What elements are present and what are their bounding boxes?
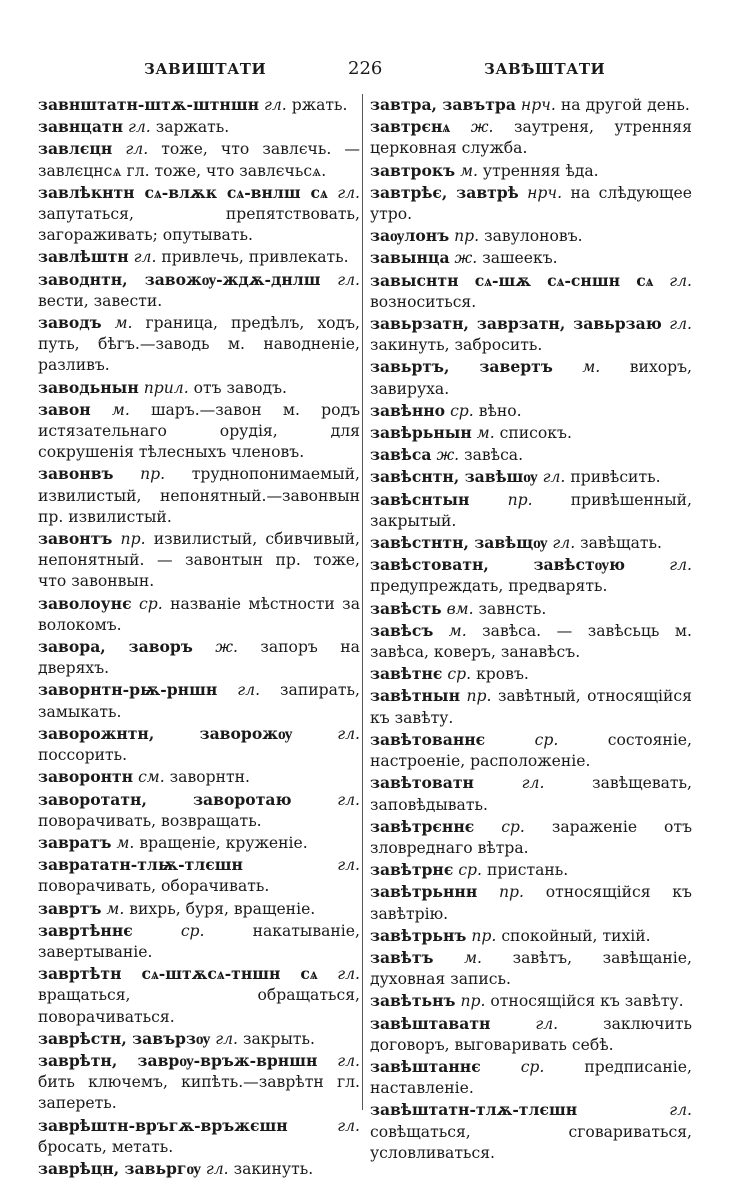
entry-headword: завѣтнын — [370, 686, 460, 706]
entry-headword: завѣсъ — [370, 620, 434, 640]
entry-headword: заволоунє — [38, 593, 132, 613]
entry-grammar-label: гл. — [535, 1014, 559, 1033]
entry-definition: состояніе, настроеніе, расположеніе. — [370, 730, 692, 771]
dictionary-entry — [370, 466, 692, 488]
entry-definition: поссорить. — [38, 746, 128, 765]
dictionary-entry — [370, 663, 692, 685]
entry-headword: завтрѣє, завтрѣ — [370, 182, 519, 202]
dictionary-entry — [38, 854, 360, 897]
dictionary-entry — [370, 247, 692, 269]
entry-definition: вихрь, буря, вращеніе. — [129, 899, 316, 918]
entry-grammar-label: нрч. — [520, 96, 556, 114]
entry-definition: запирать, замыкать. — [38, 681, 360, 721]
entry-grammar-label: гл. — [337, 724, 360, 743]
entry-headword: завѣснтын — [370, 489, 470, 509]
dictionary-entry — [370, 1013, 692, 1056]
entry-grammar-label: гл. — [264, 96, 287, 114]
entry-headword: завнштатн-штѫ-штншн — [38, 95, 260, 114]
entry-headword: завонтъ — [38, 529, 113, 549]
entry-definition: запутаться, препятствовать, загораживать; опутывать. — [38, 205, 360, 245]
entry-definition: вращеніе, круженіе. — [139, 833, 308, 852]
entry-definition: шаръ.—завон м. родъ истязательнаго орудія, для сокрушенія тѣлесныхъ членовъ. — [38, 400, 360, 462]
entry-grammar-label: гл. — [669, 315, 692, 334]
dictionary-entry — [370, 925, 692, 947]
entry-definition: труднопонимаемый, извилистый, непонятный.—завонвын пр. извилистый. — [38, 465, 360, 526]
entry-grammar-label: гл. — [669, 271, 692, 290]
dictionary-entry — [38, 766, 360, 788]
dictionary-entry — [370, 225, 692, 247]
entry-headword: завртъ — [38, 898, 102, 918]
entry-definition: завѣса. — [464, 446, 524, 465]
entry-grammar-label: ж. — [215, 638, 238, 657]
entry-grammar-label: м. — [114, 314, 133, 333]
entry-grammar-label: м. — [111, 400, 130, 419]
page-header — [36, 58, 708, 82]
entry-definition: заржать. — [155, 118, 230, 137]
entry-definition: заворнтн. — [169, 768, 250, 787]
dictionary-entry — [370, 422, 692, 444]
entry-grammar-label: гл. — [337, 1051, 360, 1070]
dictionary-entry — [38, 528, 360, 593]
entry-grammar-label: см. — [138, 768, 165, 787]
entry-definition: завѣщевать, заповѣдывать. — [370, 774, 692, 814]
dictionary-entry — [370, 881, 692, 924]
entry-headword: завѣснтн, завѣшѹ — [370, 467, 538, 487]
entry-headword: завртѣннє — [38, 920, 133, 940]
dictionary-entry — [38, 1050, 360, 1115]
entry-headword: заворотатн, заворотаю — [38, 789, 292, 809]
entry-definition: названіе мѣстности за волокомъ. — [38, 594, 360, 634]
entry-grammar-label: ж. — [436, 446, 460, 465]
dictionary-entry — [370, 313, 692, 356]
entry-definition: утренняя ѣда. — [482, 161, 599, 180]
entry-grammar-label: м. — [464, 948, 482, 967]
entry-definition: граница, предѣлъ, ходъ, путь, бѣгъ.—заводь м. наводненіе, разливъ. — [38, 314, 360, 375]
entry-grammar-label: пр. — [471, 926, 497, 945]
entry-headword: завѣтьнъ — [370, 991, 456, 1011]
dictionary-entry — [370, 554, 692, 597]
dictionary-entry — [370, 270, 692, 313]
entry-grammar-label: гл. — [215, 1029, 238, 1048]
entry-grammar-label: ср. — [520, 1057, 545, 1076]
entry-headword: завыснтн сѧ-шѫ сѧ-сншн сѧ — [370, 270, 654, 290]
entry-grammar-label: ср. — [501, 817, 525, 836]
entry-definition: ржать. — [291, 96, 348, 114]
entry-grammar-label: гл. — [127, 118, 151, 137]
entry-headword: завѣтрьннн — [370, 882, 478, 902]
entry-definition: на слѣдующее утро. — [370, 183, 692, 224]
page-number: 226 — [348, 58, 383, 79]
entry-grammar-label: ср. — [534, 730, 559, 749]
entry-definition: бросать, метать. — [38, 1137, 174, 1156]
entry-grammar-label: ср. — [138, 594, 163, 613]
entry-definition: завѣса. — завѣсьць м. завѣса, коверъ, занавѣсъ. — [370, 621, 692, 662]
entry-grammar-label: пр. — [507, 490, 533, 509]
entry-headword: завѣстнтн, завѣщѹ — [370, 533, 548, 553]
entry-definition: поворачивать, возвращать. — [38, 811, 262, 830]
entry-grammar-label: ср. — [447, 665, 472, 684]
entry-definition: предупреждать, предварять. — [370, 577, 608, 596]
entry-definition: спокойный, тихій. — [501, 926, 651, 945]
dictionary-entry — [38, 399, 360, 464]
entry-definition: возноситься. — [370, 292, 477, 311]
entry-definition: списокъ. — [499, 424, 572, 443]
entry-grammar-label: пр. — [460, 992, 486, 1011]
dictionary-entry — [370, 532, 692, 554]
dictionary-entry — [370, 729, 692, 772]
entry-definition: отъ заводъ. — [193, 378, 287, 397]
dictionary-entry — [38, 312, 360, 377]
entry-headword: заврѣштн-връгѫ-връжєшн — [38, 1115, 288, 1135]
dictionary-entry — [370, 182, 692, 225]
entry-definition: запоръ на дверяхъ. — [38, 638, 360, 678]
entry-grammar-label: м. — [582, 358, 601, 377]
dictionary-entry — [370, 620, 692, 663]
entry-grammar-label: пр. — [140, 465, 166, 484]
dictionary-entry — [38, 182, 360, 247]
entry-grammar-label: пр. — [499, 883, 524, 902]
entry-grammar-label: м. — [460, 161, 478, 180]
entry-grammar-label: гл. — [669, 1101, 692, 1120]
entry-headword: завртѣтн сѧ-штѫсѧ-тншн сѧ — [38, 964, 318, 984]
entry-definition: зашеекъ. — [482, 249, 558, 268]
dictionary-entry — [370, 859, 692, 881]
entry-grammar-label: прил. — [143, 378, 189, 397]
entry-grammar-label: гл. — [237, 681, 261, 700]
entry-headword: завратъ — [38, 832, 112, 852]
entry-grammar-label: пр. — [466, 687, 492, 706]
dictionary-entry — [38, 789, 360, 832]
entry-headword: завѣтоватн — [370, 773, 474, 793]
dictionary-entry — [370, 1099, 692, 1164]
entry-definition: завѣтный, относящійся къ завѣту. — [370, 687, 692, 727]
dictionary-entry — [38, 898, 360, 920]
entry-definition: совѣщаться, сговариваться, условливаться. — [370, 1122, 692, 1162]
entry-headword: завѣсть — [370, 598, 442, 618]
entry-definition: закинуть, забросить. — [370, 336, 543, 355]
entry-definition: завѣщать. — [580, 534, 663, 553]
entry-headword: завтра, завътра — [370, 95, 516, 114]
entry-definition: завулоновъ. — [484, 227, 583, 246]
entry-definition: заключить договоръ, выговаривать себѣ. — [370, 1014, 692, 1054]
entry-grammar-label: гл. — [521, 774, 545, 793]
entry-headword: завѣтрнє — [370, 860, 454, 880]
entry-grammar-label: пр. — [454, 227, 480, 246]
entry-headword: заводъ — [38, 313, 102, 333]
dictionary-entry — [38, 832, 360, 854]
dictionary-entry — [370, 772, 692, 815]
entry-definition: завнсть. — [478, 599, 547, 618]
entry-headword: завѣтованнє — [370, 729, 486, 749]
dictionary-entry — [370, 598, 692, 620]
entry-grammar-label: гл. — [205, 1159, 229, 1178]
entry-definition: бить ключемъ, кипѣть.—заврѣтн гл. запереть. — [38, 1073, 360, 1113]
entry-grammar-label: пр. — [120, 530, 146, 549]
entry-definition: вести, завести. — [38, 291, 163, 310]
entry-definition: закинуть. — [233, 1159, 314, 1178]
dictionary-entry — [38, 1115, 360, 1158]
entry-grammar-label: ср. — [458, 861, 482, 880]
entry-headword: завьрзатн, заврзатн, завьрзаю — [370, 314, 662, 334]
entry-headword: заврѣстн, завързѹ — [38, 1028, 211, 1048]
dictionary-entry — [38, 920, 360, 963]
entry-grammar-label: ж. — [470, 118, 494, 137]
entry-headword: завтрєнѧ — [370, 117, 451, 137]
dictionary-entry — [370, 356, 692, 399]
entry-grammar-label: гл. — [669, 556, 692, 575]
dictionary-entry — [38, 593, 360, 636]
entry-headword: заврѣтн, заврѹ-връж-врншн — [38, 1050, 318, 1070]
entry-definition: заутреня, утренняя церковная служба. — [370, 118, 692, 158]
entry-definition: завѣтъ, завѣщаніе, духовная запись. — [370, 948, 692, 989]
entry-grammar-label: гл. — [542, 468, 566, 487]
dictionary-entry — [38, 269, 360, 312]
entry-definition: вращаться, обращаться, поворачиваться. — [38, 986, 360, 1026]
entry-grammar-label: м. — [106, 899, 125, 918]
entry-grammar-label: м. — [116, 833, 135, 852]
entry-grammar-label: нрч. — [527, 183, 563, 202]
entry-headword: заворнтн-рѭ-рншн — [38, 680, 218, 700]
entry-grammar-label: гл. — [552, 534, 576, 553]
dictionary-entry — [370, 94, 692, 116]
dictionary-entry — [38, 377, 360, 399]
entry-headword: завтрокъ — [370, 160, 456, 180]
dictionary-entry — [370, 1056, 692, 1099]
entry-grammar-label: гл. — [337, 965, 360, 984]
entry-grammar-label: вм. — [446, 599, 474, 618]
entry-definition: вихоръ, завируха. — [370, 358, 692, 398]
entry-definition: относящійся къ завѣтрію. — [370, 883, 692, 923]
entry-definition: привѣсить. — [570, 468, 661, 487]
right-column — [370, 94, 692, 1164]
entry-headword: завынцa — [370, 248, 450, 268]
entry-definition: тоже, что завлєчь. — завлєцнсѧ гл. тоже, что завлєчьсѧ. — [38, 140, 360, 180]
entry-headword: завонвъ — [38, 464, 114, 484]
column-divider — [362, 94, 363, 1110]
entry-headword: завлѣкнтн сѧ-влѫк сѧ-внлш сѧ — [38, 182, 328, 202]
entry-grammar-label: гл. — [337, 183, 360, 202]
entry-definition: зараженіе отъ зловреднаго вѣтра. — [370, 817, 692, 857]
entry-grammar-label: м. — [448, 621, 467, 640]
entry-definition: накатываніе, завертываніе. — [38, 921, 360, 961]
entry-grammar-label: ж. — [454, 249, 478, 268]
entry-headword: завѣштаватн — [370, 1013, 491, 1033]
dictionary-entry — [38, 463, 360, 528]
dictionary-entry — [370, 160, 692, 182]
entry-headword: завѣштаннє — [370, 1056, 481, 1076]
entry-headword: завлѣштн — [38, 247, 129, 267]
entry-definition: закрыть. — [242, 1029, 315, 1048]
entry-headword: завьртъ, завертъ — [370, 357, 553, 377]
entry-definition: извилистый, сбивчивый, непонятный. — завонтын пр. тоже, что завонвын. — [38, 530, 360, 591]
right-running-head: ЗАВѢШТАТИ — [484, 60, 606, 78]
dictionary-entry — [38, 723, 360, 766]
dictionary-entry — [38, 636, 360, 679]
entry-definition: предписаніе, наставленіе. — [370, 1057, 692, 1098]
entry-headword: заводнтн, завожѹ-ждѫ-днлш — [38, 269, 321, 289]
entry-headword: завѣштатн-тлѫ-тлєшн — [370, 1100, 578, 1120]
entry-definition: пристань. — [486, 861, 569, 880]
entry-headword: завлєцн — [38, 139, 113, 159]
dictionary-entry — [370, 816, 692, 859]
entry-definition: поворачивать, оборачивать. — [38, 877, 270, 896]
dictionary-entry — [38, 116, 360, 138]
dictionary-entry — [38, 138, 360, 181]
dictionary-entry — [370, 400, 692, 422]
entry-grammar-label: ср. — [180, 921, 205, 940]
entry-grammar-label: гл. — [125, 140, 149, 159]
entry-headword: завѣнно — [370, 400, 446, 420]
entry-definition: относящійся къ завѣту. — [490, 992, 684, 1011]
entry-headword: завон — [38, 399, 91, 419]
dictionary-entry — [370, 444, 692, 466]
dictionary-entry — [370, 685, 692, 728]
entry-grammar-label: гл. — [337, 856, 360, 875]
dictionary-entry — [38, 963, 360, 1028]
entry-headword: завѣстоватн, завѣстѹю — [370, 555, 625, 575]
entry-headword: завѣтнє — [370, 664, 443, 684]
entry-grammar-label: гл. — [133, 248, 157, 267]
entry-headword: завѣтрєннє — [370, 816, 475, 836]
entry-headword: завѣтъ — [370, 947, 434, 967]
entry-headword: заводьнын — [38, 377, 139, 397]
dictionary-entry — [370, 489, 692, 532]
entry-headword: заворонтн — [38, 767, 134, 787]
entry-headword: завнцатн — [38, 117, 124, 137]
entry-definition: кровъ. — [476, 665, 529, 684]
entry-headword: заврѣцн, завьргѹ — [38, 1158, 201, 1178]
entry-definition: вѣно. — [478, 401, 522, 420]
left-running-head: ЗАВИШТАТИ — [144, 60, 267, 78]
entry-grammar-label: гл. — [337, 1116, 360, 1135]
entry-definition: на другой день. — [560, 96, 690, 114]
entry-grammar-label: м. — [476, 424, 495, 443]
entry-headword: завѣсa — [370, 445, 432, 465]
entry-grammar-label: ср. — [450, 401, 474, 420]
entry-headword: заворожнтн, заворожѹ — [38, 723, 293, 743]
dictionary-entry — [370, 947, 692, 990]
left-column — [38, 94, 360, 1180]
entry-grammar-label: гл. — [337, 270, 360, 289]
dictionary-entry — [370, 990, 692, 1012]
entry-headword: завѣтрьнъ — [370, 925, 467, 945]
entry-headword: завѣрьнын — [370, 423, 472, 443]
entry-grammar-label: гл. — [337, 790, 360, 809]
dictionary-entry — [38, 1028, 360, 1050]
dictionary-entry — [38, 1158, 360, 1180]
entry-definition: привлечь, привлекать. — [161, 248, 349, 267]
entry-headword: заврататн-тлѭ-тлєшн — [38, 855, 243, 875]
entry-headword: заѹлонъ — [370, 226, 450, 246]
dictionary-entry — [38, 94, 360, 116]
dictionary-entry — [38, 679, 360, 722]
entry-definition: привѣшенный, закрытый. — [370, 490, 692, 530]
dictionary-entry — [38, 246, 360, 268]
dictionary-entry — [370, 116, 692, 159]
entry-headword: заворa, заворъ — [38, 637, 193, 657]
